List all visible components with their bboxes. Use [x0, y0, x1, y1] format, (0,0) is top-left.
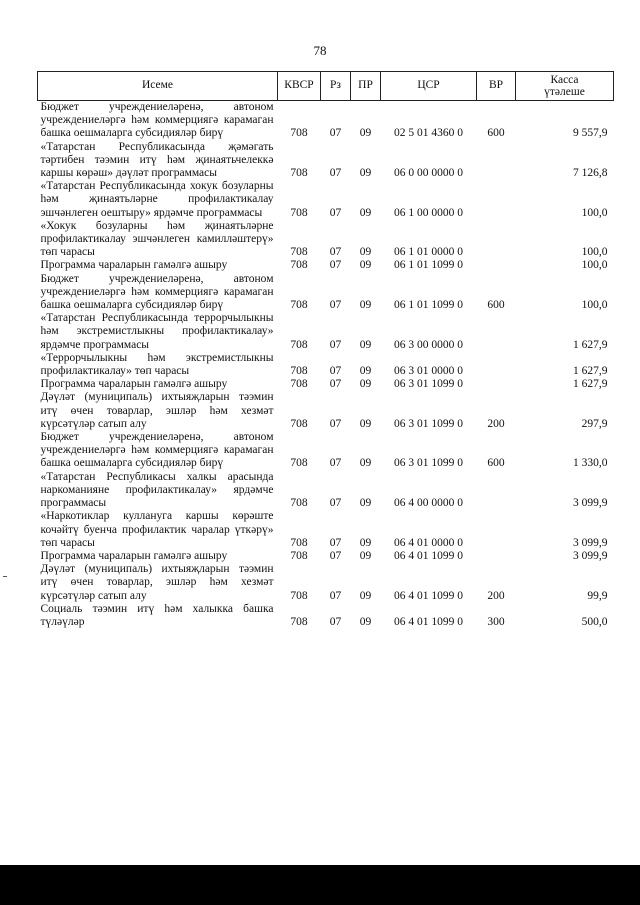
row-kvsr: 708 [290, 206, 308, 219]
table-row [38, 220, 614, 260]
row-amount: 100,0 [581, 259, 608, 272]
row-name: Бюджет учреждениеләренә, автоном учреждениеләргә һәм коммерциягә карамаган башка оешмаларга субсидияләр бирү [40, 101, 274, 140]
table-row [38, 391, 614, 431]
margin-mark [3, 576, 7, 577]
row-vr [477, 141, 516, 181]
row-kvsr: 708 [290, 167, 308, 180]
row-vr [477, 352, 516, 378]
row-name: «Татарстан Республикасында хокук бозуларны һәм җинаятьләрне профилактикалау эшчәнлеген оештыру» ярдәмче программасы [40, 180, 274, 219]
row-csr: 06 4 01 1099 0 [394, 589, 463, 602]
row-name: Дәүләт (муниципаль) ихтыяҗларын тәэмин итү өчен товарлар, эшләр һәм хезмәт күрсәтүләр сатып алу [40, 391, 274, 430]
row-vr [477, 510, 516, 550]
row-kvsr: 708 [290, 417, 308, 430]
header-rz: Рз [321, 72, 351, 101]
row-rz: 07 [329, 378, 342, 391]
row-pr: 09 [359, 615, 372, 628]
row-csr: 06 1 01 1099 0 [394, 259, 463, 272]
row-vr: 200 [487, 417, 505, 430]
row-amount: 7 126,8 [573, 167, 608, 180]
row-name: «Хокук бозуларны һәм җинаятьләрне профилактикалау эшчәнлеген камилләштерү» төп чарасы [40, 219, 274, 259]
row-name: «Татарстан Республикасында җәмәгать тәртибен тәэмин итү һәм җинаятьчелеккә каршы көрәш» дәүләт программасы [40, 140, 274, 180]
row-pr: 09 [359, 417, 372, 430]
row-rz: 07 [329, 246, 342, 259]
row-name: Бюджет учреждениеләренә, автоном учреждениеләргә һәм коммерциягә карамаган башка оешмаларга субсидияләр бирү [40, 431, 274, 470]
row-pr: 09 [359, 299, 372, 312]
row-csr: 06 3 00 0000 0 [394, 338, 463, 351]
row-rz: 07 [329, 549, 342, 562]
header-amount [516, 72, 614, 101]
table-header [38, 72, 614, 101]
row-csr: 06 3 01 1099 0 [394, 417, 463, 430]
row-pr: 09 [359, 259, 372, 272]
row-csr: 06 1 00 0000 0 [394, 206, 463, 219]
row-vr [477, 378, 516, 391]
row-pr: 09 [359, 378, 372, 391]
table-row [38, 273, 614, 313]
table-row [38, 378, 614, 391]
header-pr: ПР [351, 72, 381, 101]
row-pr: 09 [359, 549, 372, 562]
row-pr: 09 [359, 457, 372, 470]
row-kvsr: 708 [290, 338, 308, 351]
row-amount: 500,0 [581, 615, 608, 628]
row-kvsr: 708 [290, 259, 308, 272]
table-row [38, 259, 614, 272]
row-pr: 09 [359, 127, 372, 140]
table-row [38, 101, 614, 141]
row-kvsr: 708 [290, 378, 308, 391]
row-csr: 02 5 01 4360 0 [394, 127, 463, 140]
row-kvsr: 708 [290, 365, 308, 378]
row-vr [477, 180, 516, 220]
row-vr: 600 [487, 127, 505, 140]
row-amount: 1 627,9 [573, 338, 608, 351]
header-amount-line1: Касса [550, 74, 579, 86]
row-csr: 06 4 01 0000 0 [394, 536, 463, 549]
row-amount: 3 099,9 [573, 536, 608, 549]
header-csr: ЦСР [381, 72, 477, 101]
row-amount: 297,9 [581, 417, 608, 430]
row-rz: 07 [329, 417, 342, 430]
row-name: Социаль тәэмин итү һәм халыкка башка түләүләр [40, 602, 274, 628]
row-rz: 07 [329, 615, 342, 628]
row-amount: 1 330,0 [573, 457, 608, 470]
row-rz: 07 [329, 259, 342, 272]
row-amount: 1 627,9 [573, 378, 608, 391]
table-row [38, 141, 614, 181]
row-amount: 99,9 [587, 589, 608, 602]
row-rz: 07 [329, 127, 342, 140]
row-kvsr: 708 [290, 246, 308, 259]
row-rz: 07 [329, 536, 342, 549]
row-vr [477, 550, 516, 563]
row-vr: 600 [487, 457, 505, 470]
row-name: «Татарстан Республикасы халкы арасында наркоманияне профилактикалау» ярдәмче программасы [40, 470, 274, 510]
row-rz: 07 [329, 338, 342, 351]
row-pr: 09 [359, 365, 372, 378]
row-name: Программа чараларын гамәлгә ашыру [40, 378, 228, 391]
row-vr [477, 312, 516, 352]
row-kvsr: 708 [290, 457, 308, 470]
row-pr: 09 [359, 167, 372, 180]
row-kvsr: 708 [290, 589, 308, 602]
row-csr: 06 3 01 0000 0 [394, 365, 463, 378]
row-csr: 06 3 01 1099 0 [394, 457, 463, 470]
scan-bottom-edge [0, 865, 640, 905]
row-rz: 07 [329, 206, 342, 219]
row-amount: 100,0 [581, 299, 608, 312]
row-rz: 07 [329, 365, 342, 378]
row-vr: 300 [487, 615, 505, 628]
row-vr [477, 471, 516, 511]
row-amount: 100,0 [581, 246, 608, 259]
table-row [38, 312, 614, 352]
table-row [38, 180, 614, 220]
row-name: «Татарстан Республикасында террорчылыкны һәм экстремистлыкны профилактикалау» ярдәмче программасы [40, 312, 274, 351]
row-pr: 09 [359, 338, 372, 351]
table-body [38, 101, 614, 630]
row-csr: 06 1 01 0000 0 [394, 246, 463, 259]
row-pr: 09 [359, 536, 372, 549]
row-amount: 9 557,9 [573, 127, 608, 140]
row-name: Программа чараларын гамәлгә ашыру [40, 259, 228, 272]
row-rz: 07 [329, 457, 342, 470]
row-csr: 06 0 00 0000 0 [394, 167, 463, 180]
row-vr: 600 [487, 299, 505, 312]
row-csr: 06 4 00 0000 0 [394, 497, 463, 510]
table-row [38, 471, 614, 511]
row-amount: 3 099,9 [573, 497, 608, 510]
table-row [38, 510, 614, 550]
row-pr: 09 [359, 246, 372, 259]
row-csr: 06 4 01 1099 0 [394, 615, 463, 628]
row-csr: 06 1 01 1099 0 [394, 299, 463, 312]
row-rz: 07 [329, 589, 342, 602]
row-name: Дәүләт (муниципаль) ихтыяҗларын тәэмин итү өчен товарлар, эшләр һәм хезмәт күрсәтүләр сатып алу [40, 563, 274, 602]
row-kvsr: 708 [290, 615, 308, 628]
table-row [38, 431, 614, 471]
row-kvsr: 708 [290, 127, 308, 140]
header-vr: ВР [477, 72, 516, 101]
header-amount-line2: үтәлеше [544, 86, 585, 98]
page-number: 78 [313, 43, 327, 58]
row-name: «Террорчылыкны һәм экстремистлыкны профилактикалау» төп чарасы [40, 351, 274, 378]
row-name: Бюджет учреждениеләренә, автоном учреждениеләргә һәм коммерциягә карамаган башка оешмаларга субсидияләр бирү [40, 272, 274, 312]
row-pr: 09 [359, 206, 372, 219]
row-name: «Наркотиклар куллануга каршы көрәште кочәйтү буенча профилактик чаралар үткәрү» төп чарасы [40, 510, 274, 549]
row-kvsr: 708 [290, 549, 308, 562]
row-amount: 100,0 [581, 206, 608, 219]
row-kvsr: 708 [290, 536, 308, 549]
row-vr [477, 220, 516, 260]
row-vr: 200 [487, 589, 505, 602]
row-csr: 06 3 01 1099 0 [394, 378, 463, 391]
row-rz: 07 [329, 299, 342, 312]
header-kvsr: КВСР [278, 72, 321, 101]
row-rz: 07 [329, 167, 342, 180]
row-pr: 09 [359, 497, 372, 510]
row-rz: 07 [329, 497, 342, 510]
row-amount: 1 627,9 [573, 365, 608, 378]
table-row [38, 603, 614, 629]
budget-table [37, 71, 614, 629]
row-pr: 09 [359, 589, 372, 602]
table-row [38, 550, 614, 563]
table-row [38, 563, 614, 603]
header-name: Исеме [38, 72, 278, 101]
row-amount: 3 099,9 [573, 549, 608, 562]
row-name: Программа чараларын гамәлгә ашыру [40, 549, 228, 562]
row-kvsr: 708 [290, 497, 308, 510]
table-row [38, 352, 614, 378]
row-csr: 06 4 01 1099 0 [394, 549, 463, 562]
row-kvsr: 708 [290, 299, 308, 312]
row-vr [477, 259, 516, 272]
